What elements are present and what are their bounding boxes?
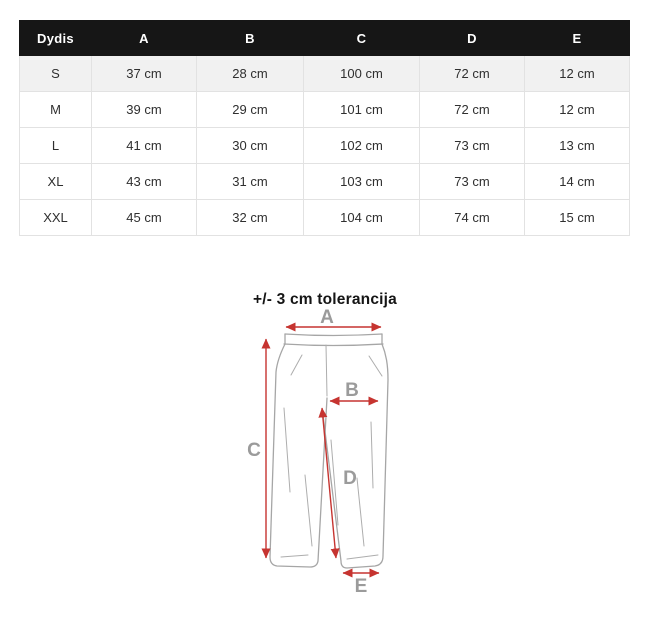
measure-label-d: D (343, 468, 357, 489)
size-cell: XL (20, 164, 92, 200)
measure-label-a: A (320, 307, 334, 328)
measurement-labels (247, 307, 367, 597)
size-chart-table (19, 20, 630, 236)
measurement-cell: 39 cm (92, 92, 197, 128)
tolerance-note: +/- 3 cm tolerancija (253, 291, 397, 308)
measurement-cell: 74 cm (420, 200, 525, 236)
size-cell: XXL (20, 200, 92, 236)
measurement-cell: 45 cm (92, 200, 197, 236)
measure-arrow-d (322, 408, 336, 558)
measurement-cell: 73 cm (420, 164, 525, 200)
size-cell: S (20, 56, 92, 92)
measurement-cell: 32 cm (197, 200, 304, 236)
measure-label-c: C (247, 440, 261, 461)
header-cell-b: B (197, 21, 304, 56)
header-row (20, 21, 630, 56)
measurement-cell: 12 cm (525, 92, 630, 128)
measurement-cell: 104 cm (304, 200, 420, 236)
header-cell-e: E (525, 21, 630, 56)
table-row (20, 56, 630, 92)
measurement-cell: 100 cm (304, 56, 420, 92)
pants-measurement-diagram (0, 280, 650, 622)
measurement-cell: 43 cm (92, 164, 197, 200)
measurement-cell: 12 cm (525, 56, 630, 92)
measurement-cell: 72 cm (420, 56, 525, 92)
measurement-cell: 28 cm (197, 56, 304, 92)
table-row (20, 164, 630, 200)
measurement-cell: 30 cm (197, 128, 304, 164)
measurement-cell: 41 cm (92, 128, 197, 164)
size-cell: M (20, 92, 92, 128)
measurement-cell: 13 cm (525, 128, 630, 164)
measurement-cell: 14 cm (525, 164, 630, 200)
measurement-cell: 15 cm (525, 200, 630, 236)
measurement-cell: 73 cm (420, 128, 525, 164)
measurement-cell: 37 cm (92, 56, 197, 92)
header-cell-c: C (304, 21, 420, 56)
measurement-cell: 29 cm (197, 92, 304, 128)
size-cell: L (20, 128, 92, 164)
measure-label-e: E (354, 576, 368, 597)
header-cell-size: Dydis (20, 21, 92, 56)
measurement-cell: 103 cm (304, 164, 420, 200)
measure-label-b: B (345, 380, 359, 401)
header-cell-a: A (92, 21, 197, 56)
table-row (20, 128, 630, 164)
measurement-cell: 31 cm (197, 164, 304, 200)
table-row (20, 92, 630, 128)
measurement-cell: 102 cm (304, 128, 420, 164)
measurement-cell: 101 cm (304, 92, 420, 128)
measurement-cell: 72 cm (420, 92, 525, 128)
header-cell-d: D (420, 21, 525, 56)
table-row (20, 200, 630, 236)
pants-outline (270, 334, 388, 568)
